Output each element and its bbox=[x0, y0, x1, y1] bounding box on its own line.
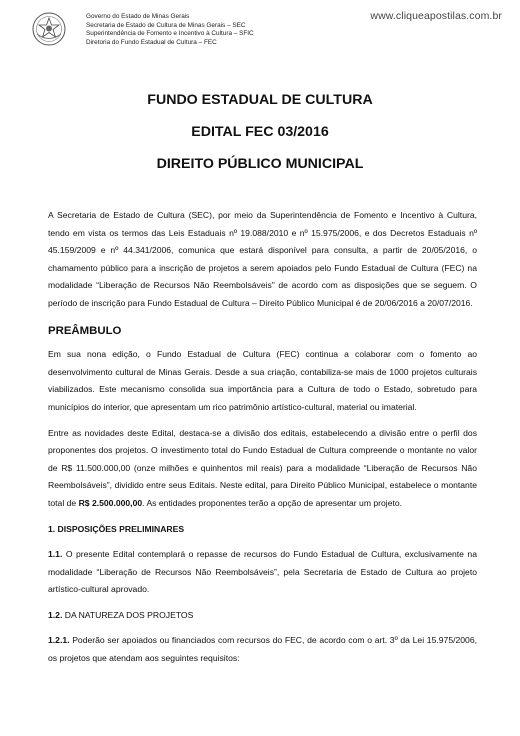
header-line: Diretoria do Fundo Estadual de Cultura – FEC bbox=[86, 38, 217, 46]
preambulo-heading: PREÂMBULO bbox=[48, 324, 122, 337]
item-1-2 bbox=[48, 607, 477, 625]
document-header bbox=[32, 10, 502, 50]
subject-title: DIREITO PÚBLICO MUNICIPAL bbox=[156, 156, 364, 172]
header-line: Secretaria de Estado de Cultura de Minas Gerais – SEC bbox=[86, 21, 246, 29]
preambulo-text: Entre as novidades deste Edital, destaca-se a divisão dos editais, estabelecendo a divisão entre o perfil dos proponentes dos projetos. O investimento total do Fundo Estadual de Cultura compreende o montante no valor de R$ 11.500.000,00 (onze milhões e quinhentos mil reais) para a modalidade “Liberação de Recursos Não Reembolsáveis”, dividido entre seus Editais. Neste edital, para Direito Público Municipal, estabelece o montante total de bbox=[48, 427, 477, 508]
item-1-2-1 bbox=[48, 632, 477, 667]
header-line: Governo do Estado de Minas Gerais bbox=[86, 13, 190, 20]
item-number: 1.2. bbox=[48, 609, 63, 620]
edital-title: EDITAL FEC 03/2016 bbox=[191, 124, 329, 140]
total-amount: R$ 2.500.000,00 bbox=[78, 497, 143, 508]
page-title: FUNDO ESTADUAL DE CULTURA bbox=[147, 92, 373, 108]
preambulo-paragraph-1: Em sua nona edição, o Fundo Estadual de Cultura (FEC) continua a colaborar com o fomento ao desenvolvimento cultural de Minas Gerais. Desde a sua criação, contabiliza-se mais de 1000 projetos culturais viabilizados. Este mecanismo consolida sua importância para a Cultura de todo o Estado, sobretudo para municípios do interior, que apresentam um rico patrimônio artístico-cultural, material ou imaterial. bbox=[48, 349, 477, 412]
intro-paragraph: A Secretaria de Estado de Cultura (SEC), por meio da Superintendência de Fomento e Incentivo à Cultura, tendo em vista os termos das Leis Estaduais nº 19.088/2010 e nº 15.975/2006, e dos Decretos Estaduais nº 45.159/2009 e nº 44.341/2006, comunica que estará disponível para consulta, a partir de 20/05/2016, o chamamento público para a inscrição de projetos a serem apoiados pelo Fundo Estadual de Cultura (FEC) na modalidade “Liberação de Recursos Não Reembolsáveis” de acordo com as disposições que se seguem. O período de inscrição para Fundo Estadual de Cultura – Direito Público Municipal é de 20/06/2016 a 20/07/2016. bbox=[48, 210, 477, 308]
item-number: 1.1. bbox=[48, 549, 63, 560]
section-1-heading: 1. DISPOSIÇÕES PRELIMINARES bbox=[48, 523, 185, 534]
document-body bbox=[48, 207, 477, 668]
item-text: Poderão ser apoiados ou financiados com recursos do FEC, de acordo com o art. 3º da Lei 15.975/2006, os projetos que atendam aos seguintes requisitos: bbox=[48, 635, 477, 664]
item-text: DA NATUREZA DOS PROJETOS bbox=[62, 609, 194, 620]
item-text: O presente Edital contemplará o repasse de recursos do Fundo Estadual de Cultura, exclusivamente na modalidade “Liberação de Recursos Não Reembolsáveis”, pela Secretaria de Estado de Cultura ao projeto artístico-cultural aprovado. bbox=[48, 549, 477, 595]
site-watermark: www.cliqueapostilas.com.br bbox=[370, 10, 502, 22]
item-number: 1.2.1. bbox=[48, 635, 70, 646]
preambulo-paragraph-2 bbox=[48, 425, 477, 513]
state-coat-of-arms-icon bbox=[32, 12, 66, 46]
preambulo-text-end: . As entidades proponentes terão a opção de apresentar um projeto. bbox=[142, 497, 403, 508]
item-1-1 bbox=[48, 546, 477, 599]
header-line: Superintendência de Fomento e Incentivo à Cultura – SFIC bbox=[86, 30, 254, 38]
government-lines bbox=[86, 13, 254, 47]
title-block bbox=[0, 92, 520, 172]
